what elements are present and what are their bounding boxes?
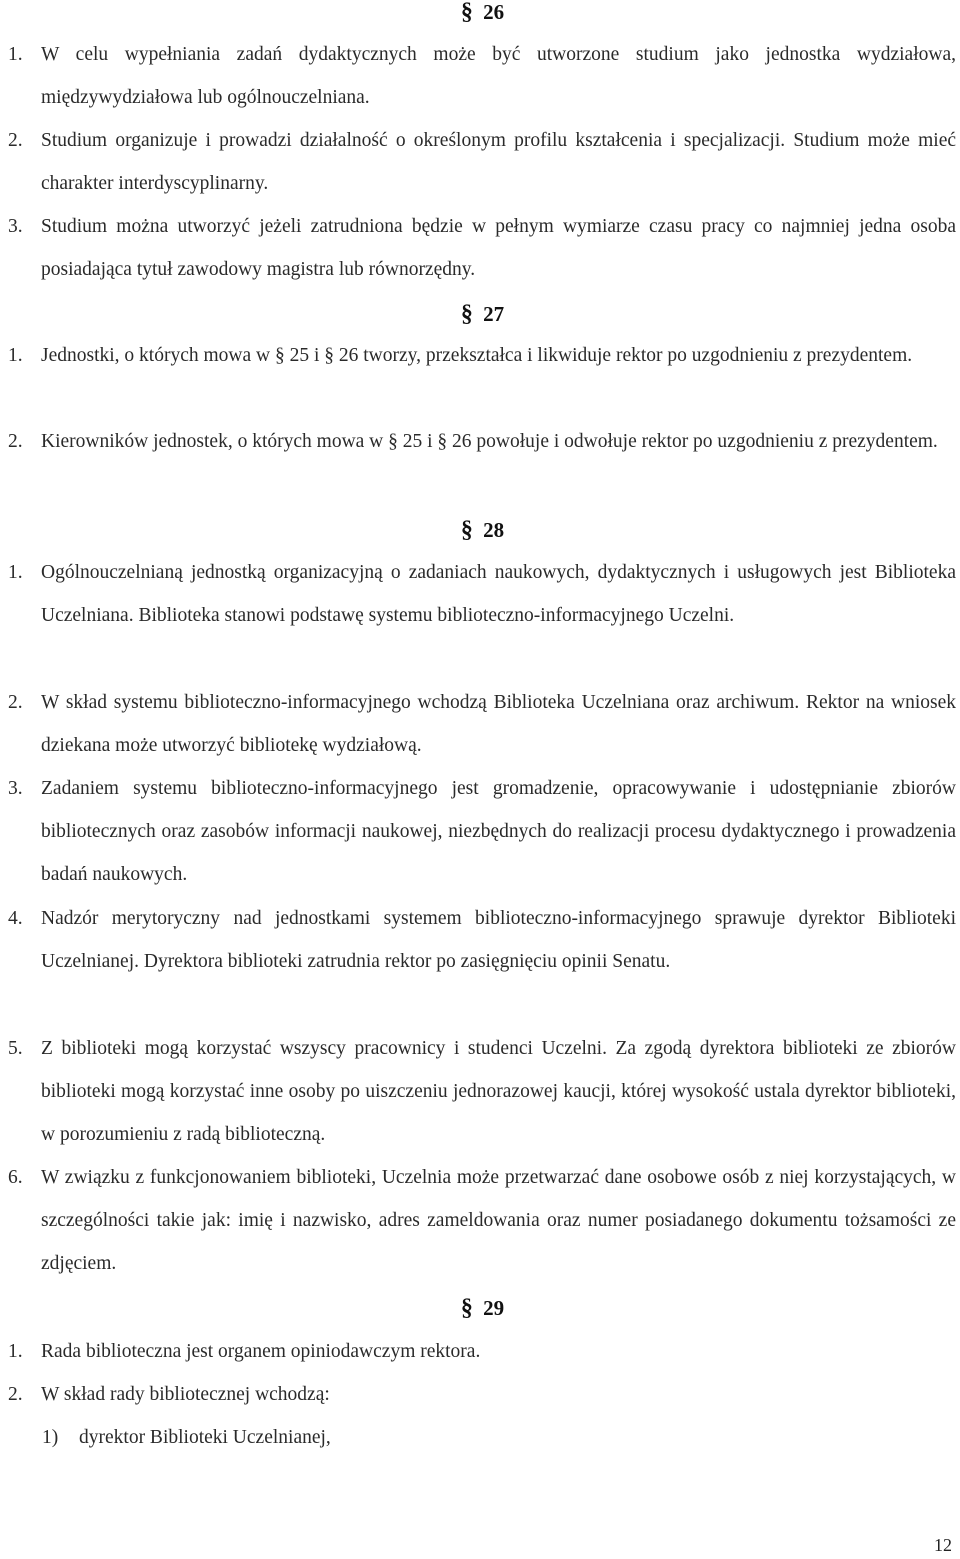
paragraph-text: W skład rady bibliotecznej wchodzą: — [41, 1384, 330, 1405]
paragraph-number: 3. — [8, 778, 23, 799]
paragraph-29-1 — [8, 1330, 956, 1373]
paragraph-28-1 — [8, 551, 956, 637]
paragraph-number: 4. — [8, 908, 23, 929]
section-sign: § — [460, 1295, 473, 1321]
section-sign: § — [460, 0, 473, 25]
paragraph-number: 1. — [8, 44, 23, 65]
list-item-number: 1) — [42, 1427, 59, 1448]
section-number: 29 — [483, 1296, 505, 1320]
paragraph-28-4 — [8, 897, 956, 983]
paragraph-28-5 — [8, 1027, 956, 1156]
list-item-text: dyrektor Biblioteki Uczelnianej, — [79, 1427, 331, 1448]
paragraph-28-2 — [8, 681, 956, 767]
paragraph-28-6 — [8, 1156, 956, 1285]
paragraph-text: Rada biblioteczna jest organem opiniodawczym rektora. — [41, 1341, 481, 1362]
paragraph-number: 6. — [8, 1167, 23, 1188]
paragraph-number: 2. — [8, 130, 23, 151]
paragraph-text: Zadaniem systemu biblioteczno-informacyjnego jest gromadzenie, opracowywanie i udostępnianie zbiorów bibliotecznych oraz zasobów informacji naukowej, niezbędnych do realizacji procesu dydaktycznego i prowadzenia badań naukowych. — [41, 778, 956, 885]
paragraph-text: Studium organizuje i prowadzi działalność o określonym profilu kształcenia i specjalizacji. Studium może mieć charakter interdyscyplinarny. — [41, 130, 956, 194]
paragraph-number: 2. — [8, 1384, 23, 1405]
section-sign: § — [460, 301, 473, 327]
paragraph-text: Nadzór merytoryczny nad jednostkami systemem biblioteczno-informacyjnego sprawuje dyrektor Biblioteki Uczelnianej. Dyrektora biblioteki zatrudnia rektor po zasięgnięciu opinii Senatu. — [41, 908, 956, 972]
paragraph-text: W skład systemu biblioteczno-informacyjnego wchodzą Biblioteka Uczelniana oraz archiwum. Rektor na wniosek dziekana może utworzyć bibliotekę wydziałową. — [41, 692, 956, 756]
paragraph-number: 3. — [8, 216, 23, 237]
paragraph-text: W celu wypełniania zadań dydaktycznych może być utworzone studium jako jednostka wydziałowa, międzywydziałowa lub ogólnouczelniana. — [41, 44, 956, 108]
paragraph-28-3 — [8, 767, 956, 896]
paragraph-number: 1. — [8, 1341, 23, 1362]
paragraph-text: Z biblioteki mogą korzystać wszyscy pracownicy i studenci Uczelni. Za zgodą dyrektora biblioteki ze zbiorów biblioteki mogą korzystać inne osoby po uiszczeniu jednorazowej kaucji, której wysokość ustala dyrektor biblioteki, w porozumieniu z radą biblioteczną. — [41, 1038, 956, 1145]
paragraph-27-1 — [8, 334, 956, 377]
section-number: 27 — [483, 302, 505, 326]
section-heading-28 — [0, 518, 960, 542]
page-number: 12 — [934, 1535, 952, 1555]
section-heading-26 — [0, 0, 960, 24]
paragraph-26-1 — [8, 33, 956, 119]
paragraph-number: 2. — [8, 692, 23, 713]
paragraph-text: Jednostki, o których mowa w § 25 i § 26 tworzy, przekształca i likwiduje rektor po uzgodnieniu z prezydentem. — [41, 345, 913, 366]
paragraph-27-2 — [8, 420, 956, 463]
section-number: 26 — [483, 0, 505, 24]
paragraph-text: Ogólnouczelnianą jednostką organizacyjną o zadaniach naukowych, dydaktycznych i usługowych jest Biblioteka Uczelniana. Biblioteka stanowi podstawę systemu biblioteczno-informacyjnego Uczelni. — [41, 562, 956, 626]
paragraph-26-3 — [8, 205, 956, 291]
paragraph-number: 1. — [8, 562, 23, 583]
paragraph-number: 5. — [8, 1038, 23, 1059]
paragraph-text: Kierowników jednostek, o których mowa w § 25 i § 26 powołuje i odwołuje rektor po uzgodnieniu z prezydentem. — [41, 431, 938, 452]
paragraph-text: W związku z funkcjonowaniem biblioteki, Uczelnia może przetwarzać dane osobowe osób z niej korzystających, w szczególności takie jak: imię i nazwisko, adres zameldowania oraz numer posiadanego dokumentu tożsamości ze zdjęciem. — [41, 1167, 956, 1274]
paragraph-number: 2. — [8, 431, 23, 452]
section-heading-27 — [0, 302, 960, 326]
paragraph-29-2 — [8, 1373, 956, 1416]
section-sign: § — [460, 517, 473, 543]
section-number: 28 — [483, 518, 505, 542]
paragraph-26-2 — [8, 119, 956, 205]
paragraph-text: Studium można utworzyć jeżeli zatrudniona będzie w pełnym wymiarze czasu pracy co najmniej jedna osoba posiadająca tytuł zawodowy magistra lub równorzędny. — [41, 216, 956, 280]
list-item-29-2-1 — [42, 1416, 942, 1459]
section-heading-29 — [0, 1296, 960, 1320]
paragraph-number: 1. — [8, 345, 23, 366]
